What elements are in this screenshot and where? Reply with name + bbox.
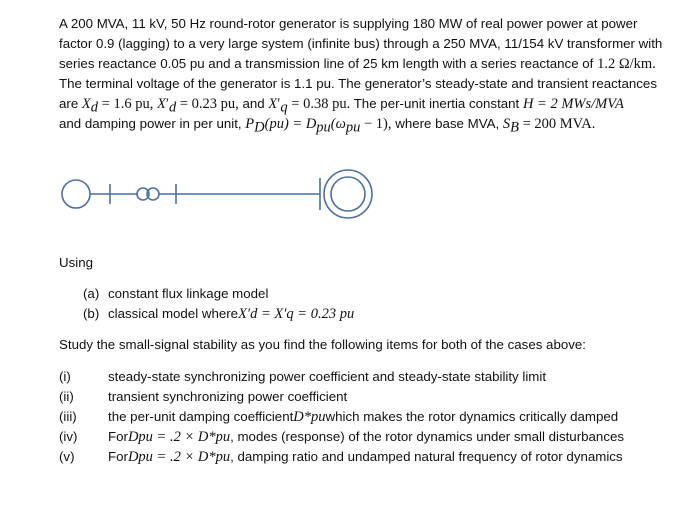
inertia-math: H = 2 MWs/MVA <box>522 96 624 112</box>
xq-prime-value: = 0.38 pu. <box>287 96 351 112</box>
item-math: Dpu = .2 × D*pu <box>127 429 231 445</box>
pd-sub: D <box>254 119 265 136</box>
line6-a: and damping power in per unit, <box>59 116 246 131</box>
item-math: Dpu = .2 × D*pu <box>127 449 231 465</box>
generator-icon <box>62 180 90 208</box>
item-number: (i) <box>59 369 71 384</box>
pd-end: − 1), <box>360 116 392 132</box>
item-math: D*pu <box>293 409 326 425</box>
option-label: (b) <box>83 306 100 321</box>
item-number: (iv) <box>59 429 78 444</box>
problem-line-3 <box>59 54 691 74</box>
xq-prime-symbol: X <box>268 96 278 112</box>
item-text-b: which makes the rotor dynamics critically damped <box>325 409 619 424</box>
list-item <box>83 304 354 324</box>
line3-text: series reactance 0.05 pu and a transmission line of 25 km length with a series reactance of <box>59 56 598 71</box>
line5-b: The per-unit inertia constant <box>350 96 523 111</box>
problem-statement <box>59 14 691 134</box>
option-math: X′d = X′q = 0.23 pu <box>238 306 355 322</box>
xd-symbol: X <box>81 96 91 112</box>
item-text-a: For <box>108 429 128 444</box>
line6-b: where base MVA, <box>391 116 503 131</box>
list-item <box>59 447 624 467</box>
dpu-sub: pu <box>316 119 331 136</box>
list-item <box>59 387 624 407</box>
problem-line-6 <box>59 114 691 134</box>
list-item <box>59 407 624 427</box>
infinite-bus-inner-icon <box>331 177 365 211</box>
xd-prime-symbol: X <box>156 96 166 112</box>
item-text-a: For <box>108 449 128 464</box>
pd-symbol: P <box>245 116 255 132</box>
xd-sub: d <box>90 99 99 116</box>
using-label: Using <box>59 255 93 270</box>
case-options <box>83 284 354 324</box>
study-instruction: Study the small-signal stability as you find the following items for both of the cases above: <box>59 337 586 352</box>
item-number: (v) <box>59 449 75 464</box>
problem-line-1: A 200 MVA, 11 kV, 50 Hz round-rotor generator is supplying 180 MW of real power power at power <box>59 16 638 31</box>
one-line-diagram <box>58 168 378 228</box>
item-text-b: , damping ratio and undamped natural frequency of rotor dynamics <box>230 449 623 464</box>
list-item <box>59 427 624 447</box>
omega-part: (ω <box>330 116 346 132</box>
xd-prime-sub: d <box>169 99 177 116</box>
task-list <box>59 367 624 467</box>
item-number: (iii) <box>59 409 77 424</box>
line5-and: and <box>238 96 269 111</box>
item-text: transient synchronizing power coefficient <box>108 389 348 404</box>
omega-sub: pu <box>345 119 361 136</box>
sb-symbol: S <box>502 116 511 132</box>
sb-value: = 200 MVA. <box>518 116 596 132</box>
problem-line-5: are $X_d = 1.6$ pu, $X'_d = 0.23$ pu, and $X'_q = 0.38$ pu. The per-unit inertia constant H = 2 MWs/MVA <box>59 96 624 116</box>
problem-line-2: factor 0.9 (lagging) to a very large system (infinite bus) through a 250 MVA, 11/154 kV transformer with <box>59 36 663 51</box>
option-label: (a) <box>83 286 100 301</box>
item-text-a: the per-unit damping coefficient <box>108 409 294 424</box>
list-item <box>59 367 624 387</box>
xd-prime-value: = 0.23 pu, <box>176 96 239 112</box>
option-text: classical model where <box>108 306 239 321</box>
option-text: constant flux linkage model <box>108 286 269 301</box>
item-text-b: , modes (response) of the rotor dynamics under small disturbances <box>230 429 625 444</box>
list-item <box>83 284 354 304</box>
sb-sub: B <box>510 119 519 136</box>
xq-prime-sub: q <box>280 99 288 116</box>
xd-value: = 1.6 pu, <box>98 96 157 112</box>
problem-line-4: The terminal voltage of the generator is 1.1 pu. The generator’s steady-state and transient reactances <box>59 76 657 91</box>
line5-a: are <box>59 96 82 111</box>
line-reactance-math: 1.2 Ω/km. <box>597 56 656 72</box>
item-number: (ii) <box>59 389 74 404</box>
pd-rest: (pu) = D <box>264 116 317 132</box>
item-text: steady-state synchronizing power coefficient and steady-state stability limit <box>108 369 547 384</box>
